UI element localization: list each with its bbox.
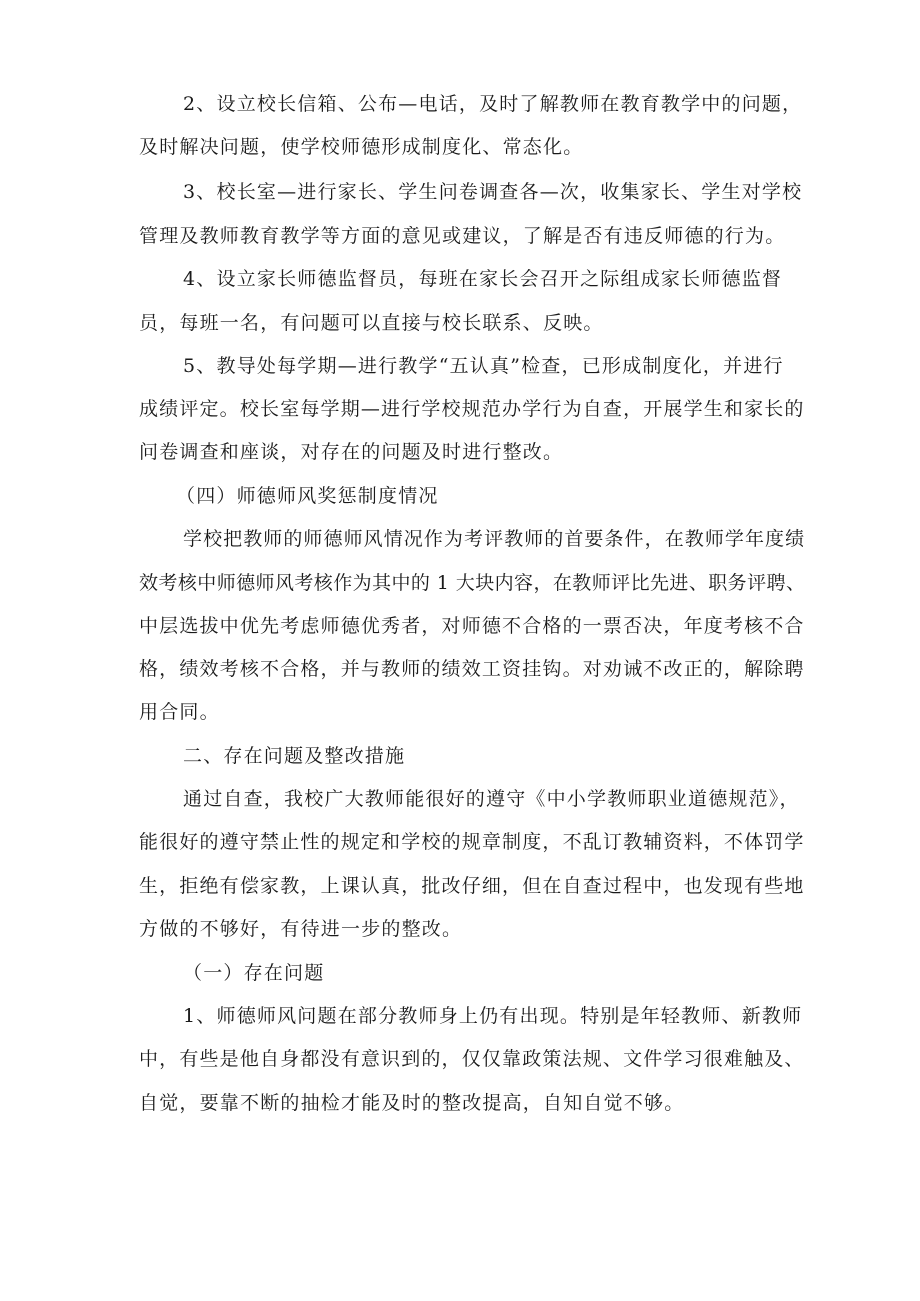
text-line: 用合同。	[139, 701, 220, 723]
text-line: 效考核中师德师风考核作为其中的 1 大块内容，在教师评比先进、职务评聘、	[139, 572, 806, 594]
text-line: 4、设立家长师德监督员，每班在家长会召开之际组成家长师德监督	[183, 268, 783, 290]
text-line: 生，拒绝有偿家教，上课认真，批改仔细，但在自查过程中，也发现有些地	[139, 875, 805, 897]
text-line: 成绩评定。校长室每学期—进行学校规范办学行为自查，开展学生和家长的	[139, 398, 805, 420]
text-line: 3、校长室—进行家长、学生问卷调查各—次，收集家长、学生对学校	[183, 181, 803, 203]
text-line: 1、师德师风问题在部分教师身上仍有出现。特别是年轻教师、新教师	[183, 1005, 803, 1027]
text-line: 学校把教师的师德师风情况作为考评教师的首要条件，在教师学年度绩	[183, 528, 806, 550]
text-line: 格，绩效考核不合格，并与教师的绩效工资挂钩。对劝诫不改正的，解除聘	[139, 658, 805, 680]
text-line: 员，每班一名，有问题可以直接与校长联系、反映。	[139, 312, 604, 334]
text-line: 中，有些是他自身都没有意识到的，仅仅靠政策法规、文件学习很难触及、	[139, 1048, 805, 1070]
text-line: 通过自查，我校广大教师能很好的遵守《中小学教师职业道德规范》，	[183, 788, 800, 810]
text-line: 自觉，要靠不断的抽检才能及时的整改提高，自知自觉不够。	[139, 1092, 685, 1114]
text-line: 方做的不够好，有待进一步的整改。	[139, 918, 463, 940]
text-line: 能很好的遵守禁止性的规定和学校的规章制度，不乱订教辅资料，不体罚学	[139, 831, 805, 853]
text-line: 中层选拔中优先考虑师德优秀者，对师德不合格的一票否决，年度考核不合	[139, 615, 805, 637]
text-line: 5、教导处每学期—进行教学“五认真”检查，已形成制度化，并进行	[183, 355, 784, 377]
text-line: 2、设立校长信箱、公布—电话，及时了解教师在教育教学中的问题，	[183, 93, 803, 115]
section-heading: （一）存在问题	[183, 962, 325, 984]
text-line: 及时解决问题，使学校师德形成制度化、常态化。	[139, 136, 584, 158]
text-line: 管理及教师教育教学等方面的意见或建议，了解是否有违反师德的行为。	[139, 225, 786, 247]
section-heading: （四）师德师风奖惩制度情况	[176, 485, 439, 507]
text-line: 问卷调查和座谈，对存在的问题及时进行整改。	[139, 441, 564, 463]
section-heading: 二、存在问题及整改措施	[183, 745, 406, 767]
